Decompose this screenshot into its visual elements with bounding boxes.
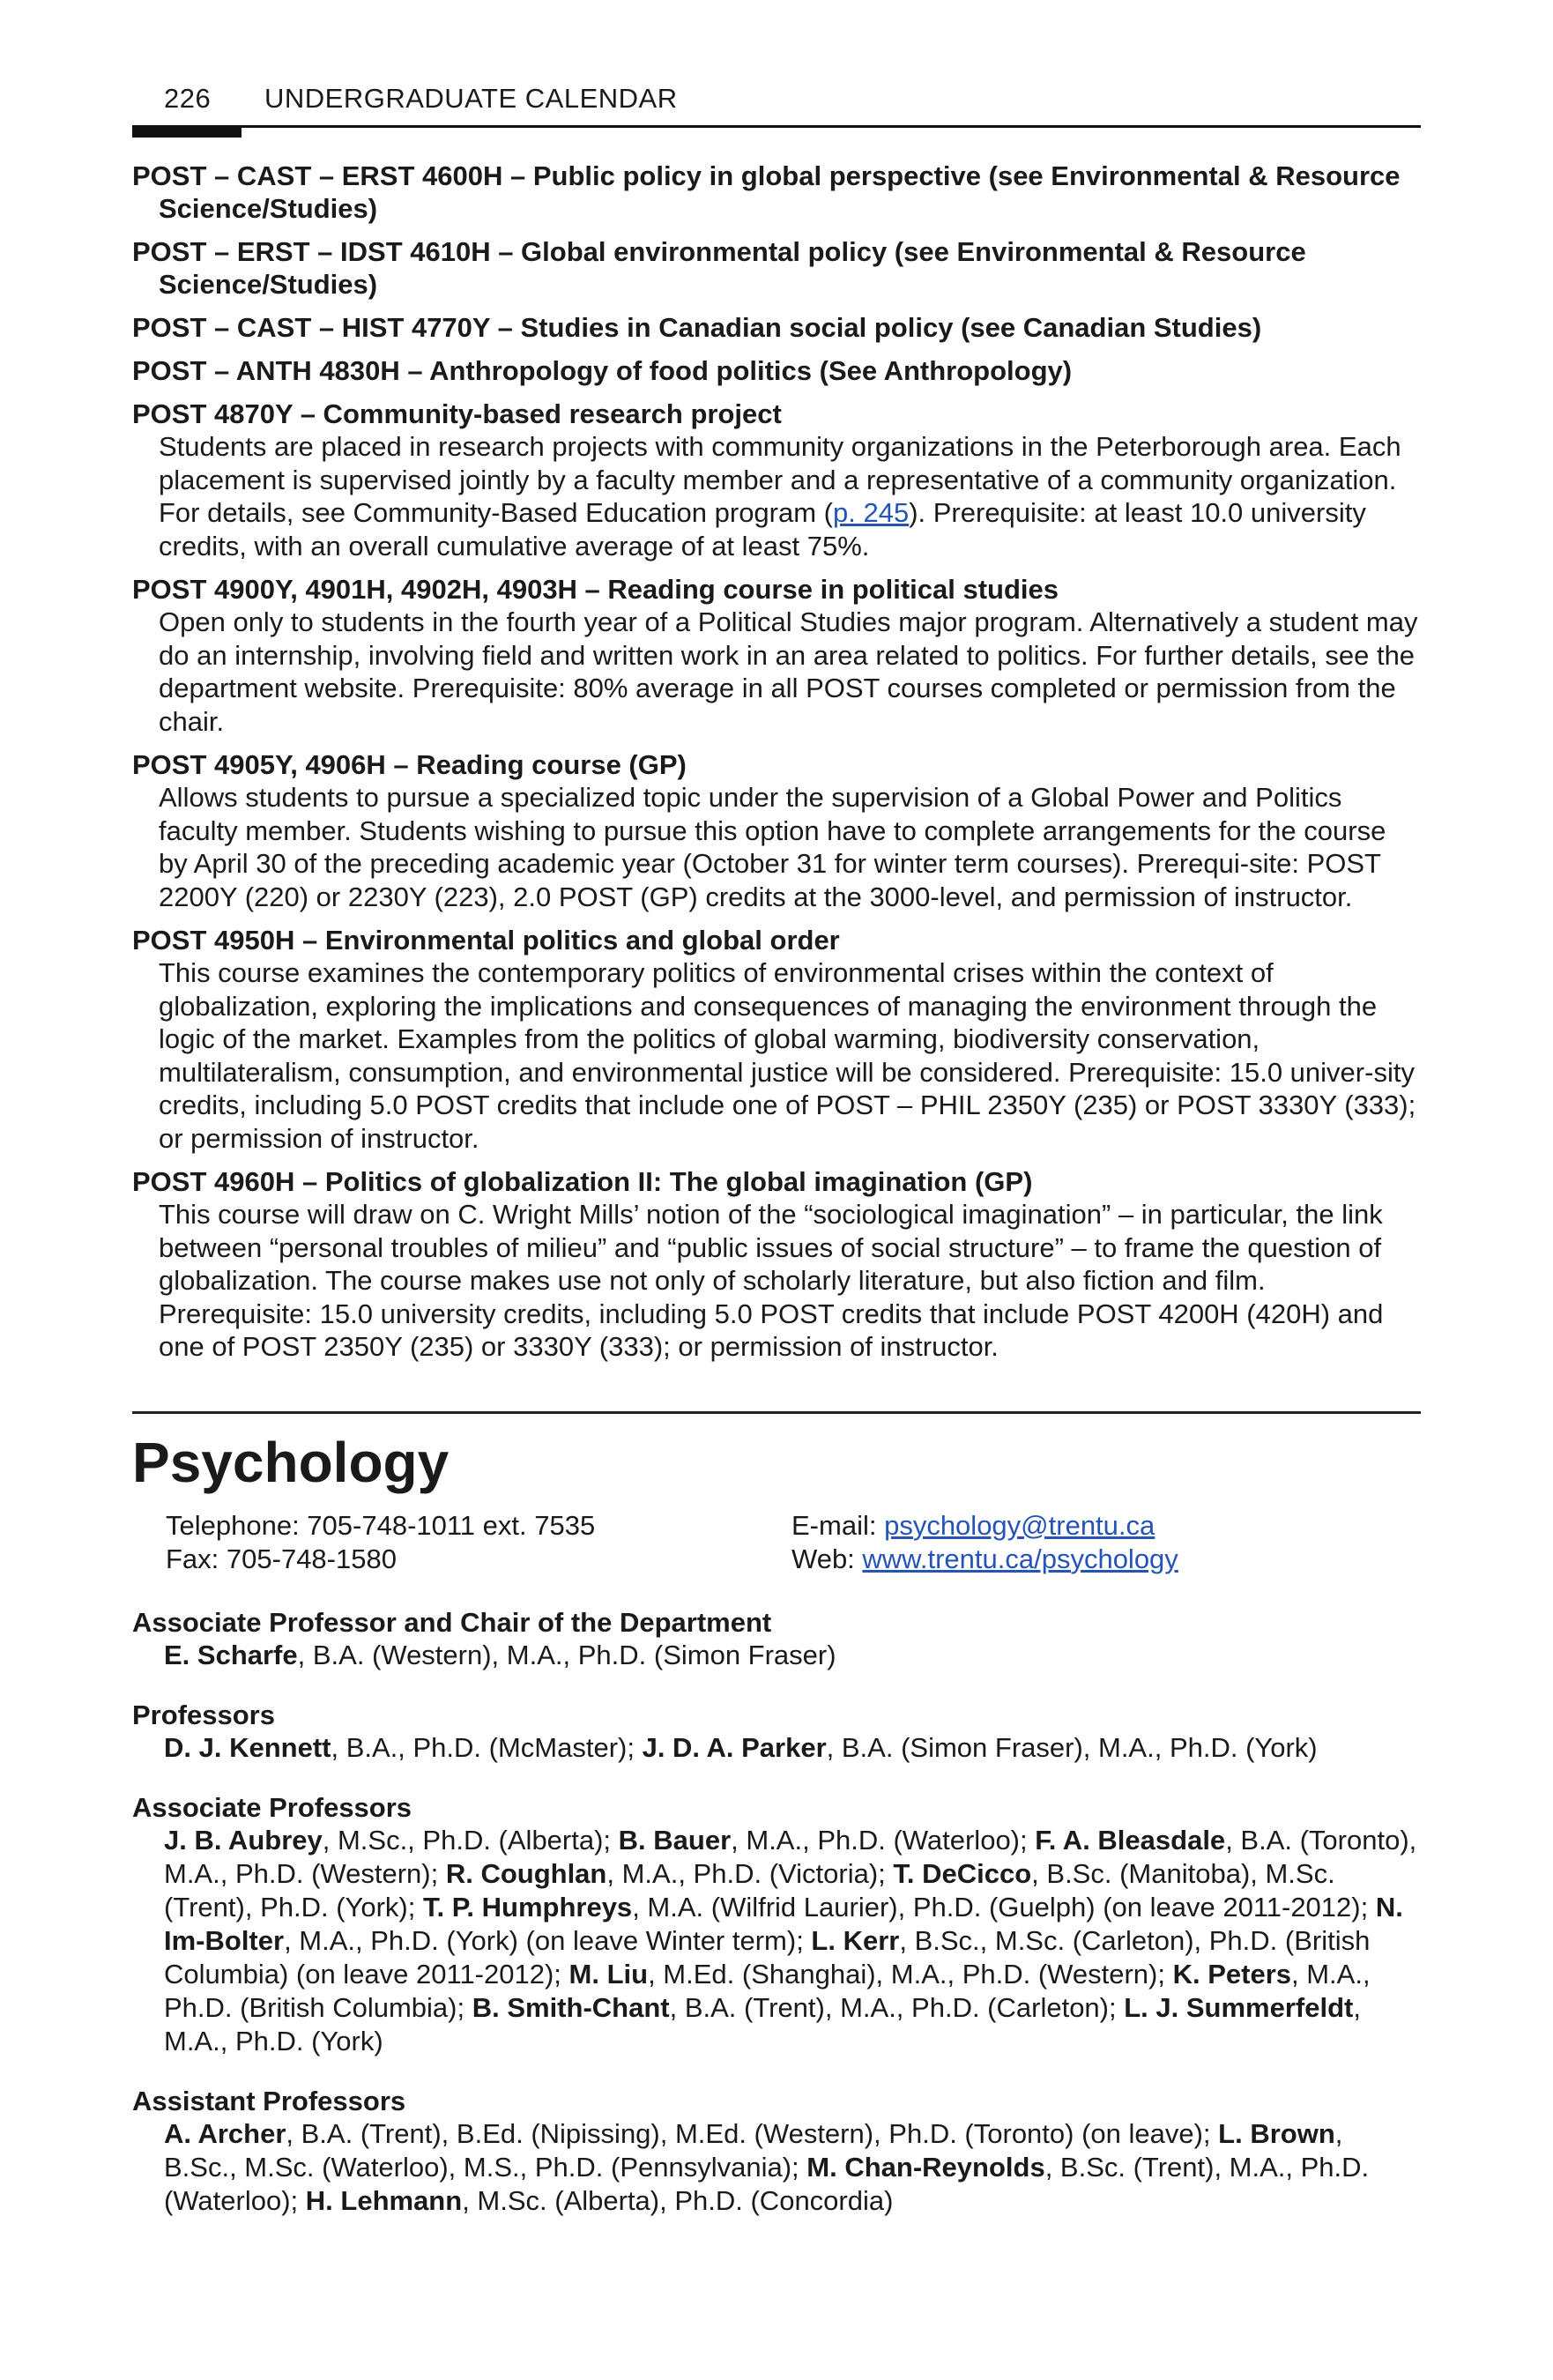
contact-phone-column bbox=[166, 1509, 595, 1576]
section-title: Psychology bbox=[132, 1430, 450, 1494]
faculty-member-name: H. Lehmann bbox=[305, 2184, 463, 2216]
course-title: POST 4900Y, 4901H, 4902H, 4903H – Reading course in political studies bbox=[132, 574, 1059, 605]
faculty-member-credentials: , B.A. (Trent), M.A., Ph.D. (Carleton); bbox=[669, 1991, 1125, 2023]
contact-info bbox=[132, 1509, 1421, 1580]
faculty-member-credentials: , B.A. (Trent), B.Ed. (Nipissing), M.Ed. (Western), Ph.D. (Toronto) (on leave); bbox=[286, 2117, 1219, 2149]
faculty-member-name: R. Coughlan bbox=[445, 1857, 607, 1889]
header-tab-bar bbox=[132, 127, 241, 138]
course-description: Allows students to pursue a specialized topic under the supervision of a Global Power and Politics faculty member. Students wishing to pursue this option have to complete arrangements for the course by April 30 of the preceding academic year (October 31 for winter term courses). Prerequi-site: POST 2200Y (220) or 2230Y (223), 2.0 POST (GP) credits at the 3000-level, and permission of instructor. bbox=[159, 782, 1386, 912]
web-line bbox=[791, 1543, 1178, 1576]
faculty-members bbox=[132, 1731, 1421, 1765]
course-description-text: ). Prerequisite: at least 10.0 university credits, with an overall cumulative average of at least 75%. bbox=[159, 497, 1366, 562]
faculty-member-name: B. Bauer bbox=[618, 1824, 732, 1856]
course-title: POST 4905Y, 4906H – Reading course (GP) bbox=[132, 749, 687, 780]
fax-text: Fax: 705-748-1580 bbox=[166, 1543, 397, 1574]
faculty-group bbox=[132, 1606, 1421, 1672]
course-description-text: Students are placed in research projects with community organizations in the Peterborough area. Each placement is supervised jointly by a faculty member and a representative of a community organization. For details, see Community-Based Education program ( bbox=[159, 431, 1401, 528]
course-entry bbox=[132, 235, 1421, 301]
page-reference-link[interactable]: p. 245 bbox=[833, 497, 910, 528]
section-divider bbox=[132, 1411, 1421, 1414]
course-title: POST 4960H – Politics of globalization II: The global imagination (GP) bbox=[132, 1166, 1033, 1197]
faculty-group bbox=[132, 1791, 1421, 2058]
faculty-member-credentials: , B.Sc., M.Sc. (Carleton), Ph.D. (British Columbia) (on leave 2011-2012); bbox=[164, 1924, 1371, 1990]
website-link[interactable]: www.trentu.ca/psychology bbox=[862, 1543, 1178, 1574]
faculty-members bbox=[132, 1639, 1421, 1672]
email-label: E-mail: bbox=[791, 1509, 885, 1541]
course-description bbox=[132, 430, 1421, 562]
course-entry bbox=[132, 924, 1421, 1155]
faculty-group-heading: Associate Professors bbox=[132, 1791, 412, 1823]
course-entry bbox=[132, 573, 1421, 738]
faculty-member-name: L. Brown bbox=[1218, 2117, 1335, 2149]
faculty-members bbox=[132, 2117, 1421, 2218]
faculty-member-name: L. Kerr bbox=[811, 1924, 900, 1956]
faculty-member-name: J. B. Aubrey bbox=[164, 1824, 323, 1856]
running-header bbox=[132, 79, 1421, 128]
web-label: Web: bbox=[791, 1543, 863, 1574]
contact-online-column bbox=[791, 1509, 1178, 1576]
faculty-group bbox=[132, 2085, 1421, 2218]
faculty-member-name: K. Peters bbox=[1172, 1958, 1291, 1990]
faculty-member-name: T. P. Humphreys bbox=[423, 1891, 633, 1923]
course-list bbox=[132, 160, 1421, 1364]
faculty-member-name: N. Im-Bolter bbox=[164, 1891, 1403, 1956]
faculty-member-name: E. Scharfe bbox=[164, 1639, 298, 1670]
faculty-member-credentials: , M.A., Ph.D. (York) (on leave Winter term); bbox=[284, 1924, 812, 1956]
faculty-member-name: L. J. Summerfeldt bbox=[1124, 1991, 1354, 2023]
telephone-text: Telephone: 705-748-1011 ext. 7535 bbox=[166, 1509, 596, 1541]
faculty-member-name: T. DeCicco bbox=[893, 1857, 1032, 1889]
course-entry bbox=[132, 398, 1421, 562]
course-title: POST – ANTH 4830H – Anthropology of food politics (See Anthropology) bbox=[132, 355, 1073, 386]
course-entry bbox=[132, 160, 1421, 225]
faculty-member-name: D. J. Kennett bbox=[164, 1731, 331, 1763]
faculty-member-credentials: , B.Sc. (Manitoba), M.Sc. (Trent), Ph.D. (York); bbox=[164, 1857, 1335, 1923]
faculty-member-credentials: , B.A. (Toronto), M.A., Ph.D. (Western); bbox=[164, 1824, 1417, 1889]
faculty-member-credentials: , B.A. (Simon Fraser), M.A., Ph.D. (York) bbox=[826, 1731, 1318, 1763]
faculty-member-credentials: , M.A., Ph.D. (British Columbia); bbox=[164, 1958, 1371, 2023]
course-entry bbox=[132, 748, 1421, 913]
faculty-member-credentials: , M.Sc. (Alberta), Ph.D. (Concordia) bbox=[462, 2184, 894, 2216]
faculty-group-heading: Assistant Professors bbox=[132, 2085, 406, 2116]
faculty-member-name: M. Liu bbox=[568, 1958, 649, 1990]
faculty-member-name: B. Smith-Chant bbox=[472, 1991, 670, 2023]
faculty-group-heading: Associate Professor and Chair of the Department bbox=[132, 1606, 772, 1638]
faculty-member-credentials: , M.Ed. (Shanghai), M.A., Ph.D. (Western); bbox=[648, 1958, 1173, 1990]
faculty-member-credentials: , B.A., Ph.D. (McMaster); bbox=[331, 1731, 643, 1763]
header-title: UNDERGRADUATE CALENDAR bbox=[264, 83, 678, 114]
faculty-group bbox=[132, 1699, 1421, 1765]
course-entry bbox=[132, 1165, 1421, 1364]
faculty-list bbox=[132, 1606, 1421, 2218]
course-description: This course will draw on C. Wright Mills’ notion of the “sociological imagination” – in particular, the link between “personal troubles of milieu” and “public issues of social structure” – to frame the question of globalization. The course makes use not only of scholarly literature, but also fiction and film. Prerequisite: 15.0 university credits, including 5.0 POST credits that include POST 4200H (420H) and one of POST 2350Y (235) or 3330Y (333); or permission of instructor. bbox=[159, 1199, 1384, 1362]
course-description: Open only to students in the fourth year of a Political Studies major program. Alternatively a student may do an internship, involving field and written work in an area related to politics. For further details, see the department website. Prerequisite: 80% average in all POST courses completed or permission from the chair. bbox=[159, 606, 1418, 737]
email-line bbox=[791, 1509, 1178, 1543]
faculty-member-name: M. Chan-Reynolds bbox=[806, 2151, 1045, 2183]
faculty-member-name: A. Archer bbox=[164, 2117, 286, 2149]
faculty-members bbox=[132, 1824, 1421, 2058]
faculty-member-credentials: , B.Sc. (Trent), M.A., Ph.D. (Waterloo); bbox=[164, 2151, 1370, 2216]
faculty-member-name: F. A. Bleasdale bbox=[1035, 1824, 1226, 1856]
faculty-member-credentials: , B.A. (Western), M.A., Ph.D. (Simon Fraser) bbox=[297, 1639, 836, 1670]
calendar-page bbox=[132, 79, 1421, 2218]
faculty-member-credentials: , M.A., Ph.D. (Victoria); bbox=[606, 1857, 894, 1889]
email-link[interactable]: psychology@trentu.ca bbox=[884, 1509, 1155, 1541]
faculty-group-heading: Professors bbox=[132, 1699, 275, 1730]
faculty-member-name: J. D. A. Parker bbox=[642, 1731, 827, 1763]
faculty-member-credentials: , M.A., Ph.D. (York) bbox=[164, 1991, 1361, 2056]
page-number: 226 bbox=[164, 83, 212, 114]
course-description: This course examines the contemporary politics of environmental crises within the context of globalization, exploring the implications and consequences of managing the environment through the logic of the market. Examples from the politics of global warming, biodiversity conservation, multilateralism, consumption, and environmental justice will be considered. Prerequisite: 15.0 univer-sity credits, including 5.0 POST credits that include one of POST – PHIL 2350Y (235) or POST 3330Y (333); or permission of instructor. bbox=[159, 957, 1416, 1154]
faculty-member-credentials: , B.Sc., M.Sc. (Waterloo), M.S., Ph.D. (Pennsylvania); bbox=[164, 2117, 1343, 2183]
course-entry bbox=[132, 354, 1421, 387]
course-title: POST – CAST – ERST 4600H – Public policy in global perspective (see Environmental & Resource Science/Studies) bbox=[132, 160, 1401, 224]
faculty-member-credentials: , M.A., Ph.D. (Waterloo); bbox=[731, 1824, 1036, 1856]
course-title: POST – CAST – HIST 4770Y – Studies in Canadian social policy (see Canadian Studies) bbox=[132, 312, 1262, 343]
course-title: POST – ERST – IDST 4610H – Global environmental policy (see Environmental & Resource Science/Studies) bbox=[132, 236, 1306, 300]
course-entry bbox=[132, 311, 1421, 344]
faculty-member-credentials: , M.Sc., Ph.D. (Alberta); bbox=[322, 1824, 619, 1856]
course-title: POST 4950H – Environmental politics and global order bbox=[132, 925, 840, 956]
faculty-member-credentials: , M.A. (Wilfrid Laurier), Ph.D. (Guelph) (on leave 2011-2012); bbox=[632, 1891, 1376, 1923]
course-title: POST 4870Y – Community-based research project bbox=[132, 398, 782, 429]
